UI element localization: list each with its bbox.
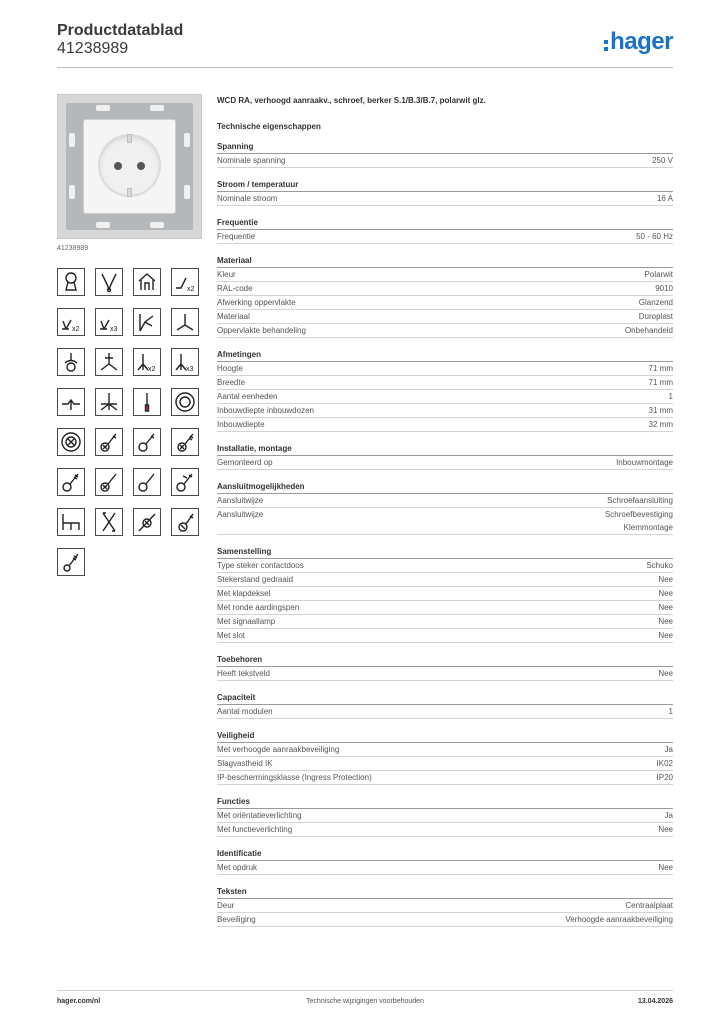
two-way-switch-x2-icon (171, 268, 199, 296)
section-title: Toebehoren (217, 655, 673, 667)
spec-section (217, 256, 673, 338)
spec-label: Met verhoogde aanraakbeveiliging (217, 745, 340, 754)
spec-row (217, 418, 673, 432)
section-title: Spanning (217, 142, 673, 154)
left-column (57, 94, 207, 576)
svg-text:x3: x3 (110, 326, 118, 333)
spec-row (217, 494, 673, 508)
spec-row (217, 456, 673, 470)
spec-label: Aansluitwijze (217, 510, 264, 519)
spec-value (636, 230, 673, 243)
spec-label: Breedte (217, 378, 246, 387)
spec-value (658, 861, 673, 874)
spec-value (658, 667, 673, 680)
page-footer (57, 997, 673, 1009)
spec-row (217, 809, 673, 823)
spec-section (217, 444, 673, 470)
spec-label: Stekerstand gedraaid (217, 575, 294, 584)
spec-value (649, 376, 673, 389)
spec-label: Met klapdeksel (217, 589, 271, 598)
spec-row (217, 192, 673, 206)
spec-value-line: Nee (658, 603, 673, 612)
key-switch-slanted-icon (171, 468, 199, 496)
frame-slot (69, 133, 75, 147)
earth-clip-bottom (127, 188, 132, 197)
spec-label: IP-beschermingsklasse (Ingress Protection) (217, 773, 372, 782)
spec-section (217, 731, 673, 785)
spec-value (639, 310, 673, 323)
spec-label: Frequentie (217, 232, 256, 241)
spec-row (217, 861, 673, 875)
spec-section (217, 482, 673, 535)
spec-label: Materiaal (217, 312, 250, 321)
section-title: Capaciteit (217, 693, 673, 705)
spec-section (217, 350, 673, 432)
key-switch-basic-icon (133, 468, 161, 496)
spec-section (217, 218, 673, 244)
spec-label: Inbouwdiepte inbouwdozen (217, 406, 314, 415)
spec-value-line: 250 V (652, 156, 673, 165)
spec-value (658, 601, 673, 614)
spec-value (658, 629, 673, 642)
spec-section (217, 180, 673, 206)
spec-sections (217, 142, 673, 927)
spec-section (217, 142, 673, 168)
spec-label: Deur (217, 901, 235, 910)
hager-logo (604, 28, 673, 54)
section-title: Aansluitmogelijkheden (217, 482, 673, 494)
section-title: Materiaal (217, 256, 673, 268)
push-button-icon (57, 388, 85, 416)
spec-row (217, 573, 673, 587)
spec-row (217, 705, 673, 719)
frame-slot (150, 222, 164, 228)
spec-value-line: Duroplast (638, 312, 673, 321)
spec-value-line: Schuko (646, 561, 673, 570)
socket-frame (66, 103, 193, 230)
spec-label: Inbouwdiepte (217, 420, 265, 429)
spec-section (217, 655, 673, 681)
spec-value (665, 743, 673, 756)
switch-x3-icon (95, 308, 123, 336)
spec-value (657, 757, 673, 770)
intermediate-switch-icon (171, 308, 199, 336)
double-push-button-icon (95, 388, 123, 416)
spec-row (217, 899, 673, 913)
spec-value (616, 456, 673, 469)
switch-symbol-icon (95, 268, 123, 296)
key-switch-crossed-icon (95, 428, 123, 456)
key-dial-icon (133, 508, 161, 536)
spec-value-line: Centraalplaat (625, 901, 673, 910)
spec-label: Oppervlakte behandeling (217, 326, 306, 335)
spec-value-line: Ja (664, 811, 673, 820)
spec-label: Met oriëntatieverlichting (217, 811, 302, 820)
spec-value (625, 324, 673, 337)
spec-value-line: Nee (658, 589, 673, 598)
spec-value (665, 809, 673, 822)
spec-label: Nominale stroom (217, 194, 278, 203)
spec-label: Slagvastheid IK (217, 759, 273, 768)
section-title: Installatie, montage (217, 444, 673, 456)
document-title: Productdatablad (57, 22, 184, 39)
section-title: Functies (217, 797, 673, 809)
key-switch-x-icon (95, 468, 123, 496)
spec-value-line: Verhoogde aanraakbeveiliging (565, 915, 673, 924)
section-title: Teksten (217, 887, 673, 899)
spec-value-line: 71 mm (648, 364, 673, 373)
spec-row (217, 282, 673, 296)
section-title: Afmetingen (217, 350, 673, 362)
spec-value (625, 899, 673, 912)
spec-row (217, 362, 673, 376)
spec-label: Nominale spanning (217, 156, 286, 165)
spec-row (217, 324, 673, 338)
spec-value-line: Onbehandeld (624, 326, 673, 335)
header-divider (57, 67, 673, 68)
spec-label: Aansluitwijze (217, 496, 264, 505)
spec-value-line: Nee (658, 669, 673, 678)
spec-row (217, 667, 673, 681)
spec-row (217, 310, 673, 324)
spec-section (217, 547, 673, 643)
key-slanted-icon (57, 548, 85, 576)
spec-section (217, 693, 673, 719)
house-switch-icon (133, 268, 161, 296)
frame-slot (184, 133, 190, 147)
section-title: Veiligheid (217, 731, 673, 743)
spec-value (669, 705, 673, 718)
spec-label: Met ronde aardingspen (217, 603, 300, 612)
spec-row (217, 230, 673, 244)
earth-clip-top (127, 134, 132, 143)
spec-row (217, 629, 673, 643)
spec-value (652, 154, 673, 167)
spec-value-line: Nee (658, 631, 673, 640)
spec-section (217, 887, 673, 927)
footer-website: hager.com/nl (57, 998, 101, 1005)
spec-value-line: Nee (658, 575, 673, 584)
spec-value (649, 418, 673, 431)
spec-value-line: 1 (668, 707, 673, 716)
spec-value-line: Schroefaansluiting (607, 496, 673, 505)
frame-slot (96, 105, 110, 111)
logo-dots-icon (604, 40, 608, 54)
footer-disclaimer: Technische wijzigingen voorbehouden (306, 998, 424, 1005)
switch-x2-alt-icon (133, 348, 161, 376)
spec-label: Hoogte (217, 364, 243, 373)
frame-slot (96, 222, 110, 228)
section-title: Stroom / temperatuur (217, 180, 673, 192)
spec-row (217, 268, 673, 282)
footer-date: 13.04.2026 (637, 998, 673, 1005)
target-circle-icon (171, 388, 199, 416)
page-header (57, 20, 673, 70)
spec-value-line: Klemmontage (623, 523, 673, 532)
spec-value-line: Polarwit (644, 270, 673, 279)
document-number: 41238989 (57, 40, 129, 57)
spec-section (217, 797, 673, 837)
spec-label: Met functieverlichting (217, 825, 293, 834)
spec-value (657, 192, 673, 205)
thermostat-icon (133, 388, 161, 416)
product-image (57, 94, 202, 239)
spec-row (217, 757, 673, 771)
spec-value (649, 362, 673, 375)
spec-value (639, 296, 673, 309)
logo-text: hager (610, 28, 673, 55)
spec-label: Met opdruk (217, 863, 258, 872)
socket-plate (84, 120, 175, 213)
spec-value-line: Nee (658, 825, 673, 834)
section-title: Frequentie (217, 218, 673, 230)
spec-value-line: Ja (664, 745, 673, 754)
control-circle-icon (57, 428, 85, 456)
light-bulb-icon (57, 268, 85, 296)
spec-value-line: 32 mm (648, 420, 673, 429)
spec-label: Gemonteerd op (217, 458, 273, 467)
frame-slot (184, 185, 190, 199)
spec-value-line: Nee (658, 863, 673, 872)
spec-value-line: Inbouwmontage (616, 458, 673, 467)
spec-row (217, 376, 673, 390)
section-title: Identificatie (217, 849, 673, 861)
spec-value-line: 16 A (656, 194, 673, 203)
image-caption: 41238989 (57, 245, 89, 252)
spec-value (565, 913, 673, 926)
specifications-column (217, 96, 673, 939)
spec-label: Met signaallamp (217, 617, 276, 626)
spec-value (658, 823, 673, 836)
frame-slot (150, 105, 164, 111)
key-dial-alt-icon (171, 508, 199, 536)
socket-outlet (98, 134, 161, 197)
spec-label: RAL-code (217, 284, 253, 293)
spec-row (217, 508, 673, 535)
footer-divider (57, 990, 673, 991)
spec-section (217, 849, 673, 875)
section-title: Samenstelling (217, 547, 673, 559)
spec-value-line: Nee (658, 617, 673, 626)
spec-label: Kleur (217, 270, 236, 279)
key-switch-crossed-alt-icon (171, 428, 199, 456)
dimmer-icon (57, 348, 85, 376)
double-switch-icon (133, 308, 161, 336)
spec-label: Heeft tekstveld (217, 669, 270, 678)
svg-text:x2: x2 (187, 286, 195, 293)
spec-row (217, 390, 673, 404)
spec-row (217, 743, 673, 757)
spec-value-line: 31 mm (648, 406, 673, 415)
spec-row (217, 771, 673, 785)
socket-hole-left (114, 162, 122, 170)
spec-value-line: 9010 (655, 284, 673, 293)
spec-value-line: 50 - 60 Hz (636, 232, 673, 241)
spec-value-line: IK02 (656, 759, 673, 768)
cross-switch-icon (95, 348, 123, 376)
spec-value (658, 615, 673, 628)
spec-value-line: Schroefbevestiging (604, 510, 673, 519)
spec-value (658, 573, 673, 586)
frame-slot (69, 185, 75, 199)
spec-row (217, 913, 673, 927)
key-switch-icon (133, 428, 161, 456)
switch-x3-alt-icon (171, 348, 199, 376)
spec-row (217, 559, 673, 573)
spec-value (655, 282, 673, 295)
spec-value (605, 508, 673, 534)
socket-hole-right (137, 162, 145, 170)
product-description: WCD RA, verhoogd aanraakv., schroef, berker S.1/B.3/B.7, polarwit glz. (217, 96, 486, 105)
symbol-icon-grid (57, 268, 207, 576)
spec-label: Aantal eenheden (217, 392, 278, 401)
spec-value (646, 559, 673, 572)
spec-row (217, 587, 673, 601)
technical-properties-heading: Technische eigenschappen (217, 122, 321, 131)
spec-label: Type steker contactdoos (217, 561, 304, 570)
spec-value (657, 771, 673, 784)
spec-row (217, 601, 673, 615)
spec-row (217, 404, 673, 418)
spec-value-line: 71 mm (648, 378, 673, 387)
svg-text:x3: x3 (186, 366, 194, 373)
spec-value-line: IP20 (656, 773, 673, 782)
spec-row (217, 615, 673, 629)
svg-text:x2: x2 (148, 366, 156, 373)
spec-row (217, 823, 673, 837)
spec-value-line: Glanzend (638, 298, 673, 307)
key-switch-single-icon (57, 468, 85, 496)
spec-label: Afwerking oppervlakte (217, 298, 296, 307)
svg-text:x2: x2 (72, 326, 80, 333)
spec-label: Met slot (217, 631, 246, 640)
spec-row (217, 154, 673, 168)
spec-value-line: 1 (668, 392, 673, 401)
spec-value (669, 390, 673, 403)
hourglass-switch-icon (95, 508, 123, 536)
spec-row (217, 296, 673, 310)
socket-symbol-icon (57, 508, 85, 536)
spec-value (645, 268, 673, 281)
spec-label: Beveiliging (217, 915, 256, 924)
spec-value (658, 587, 673, 600)
spec-value (607, 494, 673, 507)
switch-x2-icon (57, 308, 85, 336)
spec-label: Aantal modulen (217, 707, 273, 716)
spec-value (649, 404, 673, 417)
